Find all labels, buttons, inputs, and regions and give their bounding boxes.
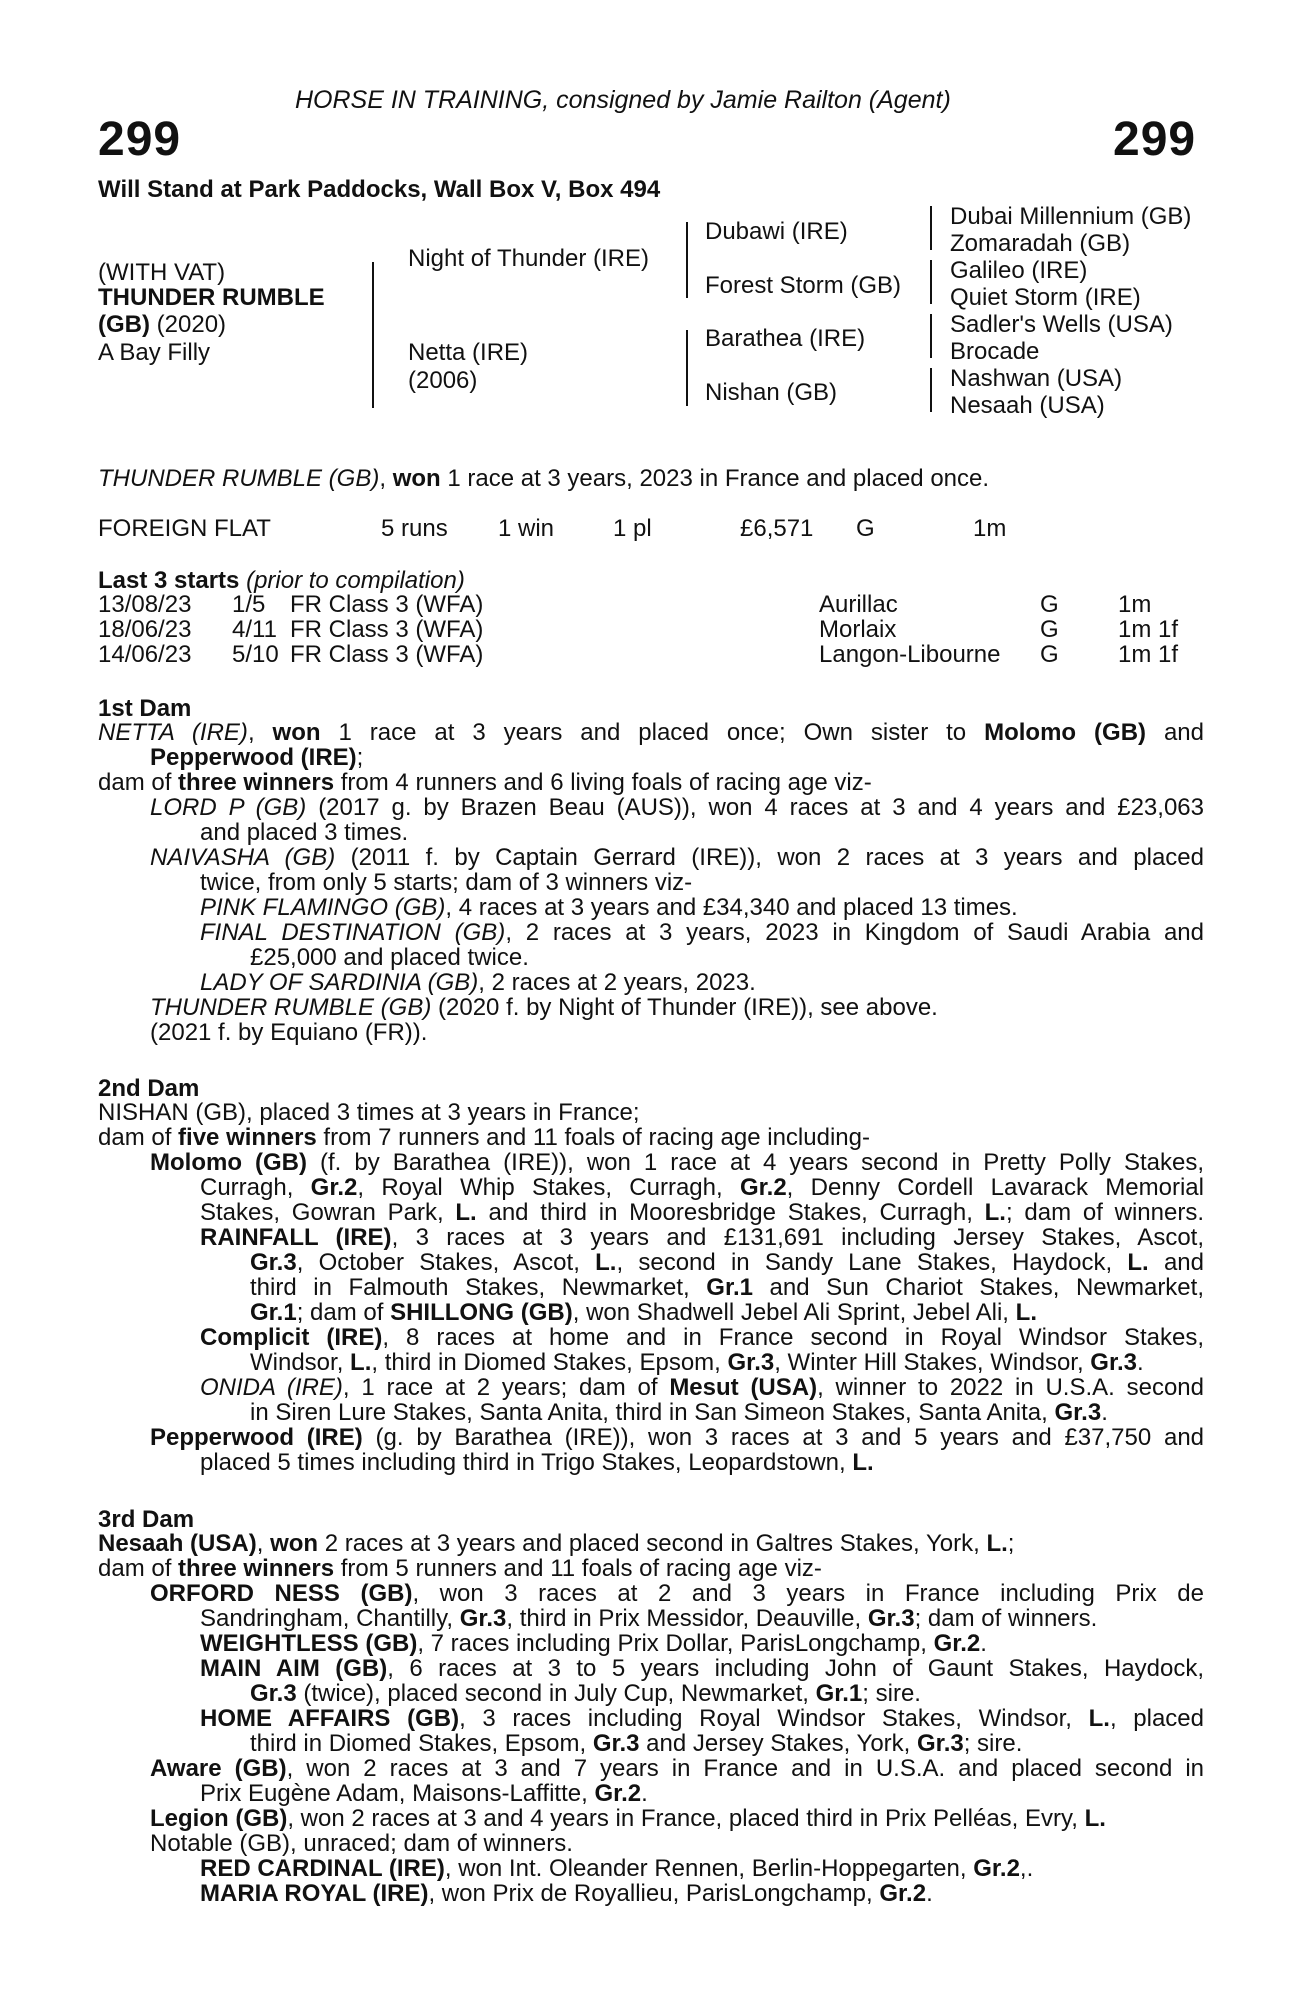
text: . <box>926 1880 933 1907</box>
horse-name: Molomo (GB) <box>150 1149 307 1176</box>
grade: Gr.3 <box>867 1605 915 1632</box>
record-distance: 1m <box>973 515 1007 542</box>
text: , Denny Cordell Lavarack Memorial <box>786 1174 1204 1201</box>
text: ,. <box>1019 1855 1034 1882</box>
text: (2017 g. by Brazen Beau (AUS)), won 4 races at 3 and 4 years and £23,063 <box>306 794 1204 821</box>
text: dam of <box>98 1555 179 1582</box>
first-dam-line-2 <box>150 745 363 770</box>
onida-line-1 <box>200 1375 1204 1400</box>
pedigree-brace-3a <box>930 206 932 250</box>
third-dam-line-2 <box>98 1556 822 1581</box>
text: ; <box>356 744 364 771</box>
start-race: FR Class 3 (WFA) <box>290 591 484 618</box>
horse-name: LADY OF SARDINIA (GB) <box>200 969 479 996</box>
horse-name: PINK FLAMINGO (GB) <box>200 894 446 921</box>
text: , won 3 races at 2 and 3 years in France including Prix de <box>412 1580 1204 1607</box>
rainfall-line-4 <box>250 1300 1037 1325</box>
text: ; sire. <box>963 1730 1023 1757</box>
progeny-pink-flamingo <box>200 895 1018 920</box>
text: . <box>1101 1399 1108 1426</box>
grade: Gr.2 <box>933 1630 981 1657</box>
text: . <box>980 1630 987 1657</box>
grade: L. <box>1088 1705 1110 1732</box>
start-date: 13/08/23 <box>98 591 192 618</box>
rainfall-line-1 <box>200 1225 1204 1250</box>
start-course: Morlaix <box>819 616 897 643</box>
grade: Gr.2 <box>879 1880 927 1907</box>
text: , 8 races at home and in France second in Royal Windsor Stakes, <box>382 1324 1204 1351</box>
start-race: FR Class 3 (WFA) <box>290 641 484 668</box>
text: , won 2 races at 3 and 7 years in France and in U.S.A. and placed second in <box>286 1755 1204 1782</box>
grade: Gr.1 <box>706 1274 753 1301</box>
red-cardinal-line <box>200 1856 1033 1881</box>
second-dam-line-1: NISHAN (GB), placed 3 times at 3 years in France; <box>98 1099 640 1126</box>
text: (f. by Barathea (IRE)), won 1 race at 4 years second in Pretty Polly Stakes, <box>307 1149 1204 1176</box>
gg-sire-3: Sadler's Wells (USA) <box>950 311 1173 338</box>
molomo-line-1 <box>150 1150 1204 1175</box>
record-going: G <box>856 515 875 542</box>
text: third in Diomed Stakes, Epsom, <box>250 1730 593 1757</box>
lot-number-left: 299 <box>98 113 182 166</box>
text: (twice), placed second in July Cup, Newmarket, <box>296 1680 816 1707</box>
start-date: 14/06/23 <box>98 641 192 668</box>
won-label: won <box>270 1530 319 1557</box>
dam-dam: Nishan (GB) <box>705 379 838 406</box>
aware-line-2 <box>200 1781 648 1806</box>
text: Stakes, Gowran Park, <box>200 1199 456 1226</box>
first-dam-line-3 <box>98 770 872 795</box>
record-runs: 5 runs <box>381 515 448 542</box>
grade: Gr.3 <box>1054 1399 1102 1426</box>
grade: L. <box>455 1199 477 1226</box>
text: ; dam of <box>296 1299 391 1326</box>
maria-royal-line <box>200 1881 933 1906</box>
text: Curragh, <box>200 1174 311 1201</box>
text: , 7 races including Prix Dollar, ParisLongchamp, <box>417 1630 934 1657</box>
gg-sire-2: Galileo (IRE) <box>950 257 1088 284</box>
text: . <box>641 1780 648 1807</box>
text: , <box>256 1530 271 1557</box>
grade: L. <box>595 1249 617 1276</box>
record-wins: 1 win <box>498 515 555 542</box>
text: , third in Diomed Stakes, Epsom, <box>371 1349 728 1376</box>
text: ; <box>1007 1530 1015 1557</box>
progeny-naivasha-cont: twice, from only 5 starts; dam of 3 winners viz- <box>200 869 693 896</box>
gg-sire-4: Nashwan (USA) <box>950 365 1123 392</box>
text: , <box>247 719 273 746</box>
last-starts-note: (prior to compilation) <box>246 567 465 594</box>
lot-number-right: 299 <box>1113 113 1197 166</box>
text: Sandringham, Chantilly, <box>200 1605 460 1632</box>
text: , won Shadwell Jebel Ali Sprint, Jebel Ali, <box>572 1299 1016 1326</box>
grade: Gr.3 <box>250 1249 297 1276</box>
start-race: FR Class 3 (WFA) <box>290 616 484 643</box>
text: placed 5 times including third in Trigo Stakes, Leopardstown, <box>200 1449 853 1476</box>
notable-line: Notable (GB), unraced; dam of winners. <box>150 1830 573 1857</box>
horse-name: MAIN AIM (GB) <box>200 1655 388 1682</box>
race-summary: THUNDER RUMBLE (GB), won 1 race at 3 years, 2023 in France and placed once. <box>98 465 990 492</box>
home-affairs-line-1 <box>200 1706 1204 1731</box>
horse-name: SHILLONG (GB) <box>390 1299 573 1326</box>
progeny-lady-of-sardinia <box>200 970 756 995</box>
vat-note: (WITH VAT) <box>98 259 226 286</box>
horse-name: MARIA ROYAL (IRE) <box>200 1880 429 1907</box>
catalogue-heading: HORSE IN TRAINING, consigned by Jamie Railton (Agent) <box>295 86 951 114</box>
sire: Night of Thunder (IRE) <box>408 245 649 272</box>
text: , 1 race at 2 years; dam of <box>342 1374 670 1401</box>
text: dam of <box>98 769 179 796</box>
dam-year: (2006) <box>408 367 478 394</box>
text: . <box>1137 1349 1144 1376</box>
horse-country: (GB) <box>98 311 150 338</box>
text: (g. by Barathea (IRE)), won 3 races at 3 and 5 years and £37,750 and <box>362 1424 1205 1451</box>
text: and <box>1148 1249 1205 1276</box>
text: , won 2 races at 3 and 4 years in France, placed third in Prix Pelléas, Evry, <box>287 1805 1085 1832</box>
gg-sire-1: Dubai Millennium (GB) <box>950 203 1192 230</box>
pedigree-brace-3d <box>930 368 932 412</box>
horse-country-year <box>98 312 226 337</box>
main-aim-line-2 <box>250 1681 921 1706</box>
gg-dam-2: Quiet Storm (IRE) <box>950 284 1141 311</box>
grade: Gr.3 <box>250 1680 297 1707</box>
start-dist: 1m 1f <box>1118 616 1179 643</box>
text: , 2 races at 2 years, 2023. <box>478 969 756 996</box>
horse-name: ONIDA (IRE) <box>200 1374 343 1401</box>
progeny-thunder-rumble <box>150 995 938 1020</box>
pedigree-brace-2b <box>686 330 688 406</box>
second-dam-heading: 2nd Dam <box>98 1075 200 1102</box>
second-dam-line-2 <box>98 1125 870 1150</box>
aware-line-1 <box>150 1756 1204 1781</box>
text: Windsor, <box>250 1349 351 1376</box>
sire-dam: Forest Storm (GB) <box>705 272 902 299</box>
horse-name: Complicit (IRE) <box>200 1324 383 1351</box>
text: and Sun Chariot Stakes, Newmarket, <box>753 1274 1204 1301</box>
horse-name: FINAL DESTINATION (GB) <box>200 919 506 946</box>
horse-name: HOME AFFAIRS (GB) <box>200 1705 460 1732</box>
text: and third in Mooresbridge Stakes, Curragh, <box>476 1199 985 1226</box>
start-going: G <box>1040 616 1059 643</box>
sire-sire: Dubawi (IRE) <box>705 218 848 245</box>
summary-won: won <box>392 465 441 492</box>
text: (2020 f. by Night of Thunder (IRE)), see above. <box>431 994 938 1021</box>
complicit-line-1 <box>200 1325 1204 1350</box>
text: , won Int. Oleander Rennen, Berlin-Hoppegarten, <box>444 1855 974 1882</box>
text: , winner to 2022 in U.S.A. second <box>817 1374 1204 1401</box>
text: from 7 runners and 11 foals of racing age including- <box>316 1124 870 1151</box>
text: 1 race at 3 years and placed once; Own sister to <box>320 719 985 746</box>
molomo-line-2 <box>200 1175 1204 1200</box>
text: , October Stakes, Ascot, <box>296 1249 596 1276</box>
start-course: Aurillac <box>819 591 898 618</box>
horse-name: Nesaah (USA) <box>98 1530 257 1557</box>
grade: L. <box>1084 1805 1106 1832</box>
complicit-line-2 <box>250 1350 1144 1375</box>
last-starts-title: Last 3 starts <box>98 567 240 594</box>
pepperwood-line-2 <box>200 1450 874 1475</box>
text: , placed <box>1109 1705 1205 1732</box>
text: ; dam of winners. <box>1005 1199 1204 1226</box>
horse-year: (2020) <box>149 311 227 338</box>
weightless-line <box>200 1631 987 1656</box>
start-dist: 1m 1f <box>1118 641 1179 668</box>
won-label: won <box>272 719 321 746</box>
winners-count: three winners <box>178 769 335 796</box>
text: , 4 races at 3 years and £34,340 and placed 13 times. <box>445 894 1018 921</box>
grade: Gr.3 <box>459 1605 507 1632</box>
text: and <box>1146 719 1204 746</box>
pedigree-brace-3b <box>930 260 932 304</box>
record-prize: £6,571 <box>740 515 814 542</box>
grade: L. <box>852 1449 874 1476</box>
pedigree-brace-3c <box>930 314 932 358</box>
text: dam of <box>98 1124 179 1151</box>
record-places: 1 pl <box>613 515 652 542</box>
main-aim-line-1 <box>200 1656 1204 1681</box>
first-dam-heading: 1st Dam <box>98 695 192 722</box>
start-pos: 5/10 <box>232 641 279 668</box>
orford-ness-line-1 <box>150 1581 1204 1606</box>
text: ; sire. <box>862 1680 921 1707</box>
start-going: G <box>1040 641 1059 668</box>
text: Prix Eugène Adam, Maisons-Laffitte, <box>200 1780 595 1807</box>
horse-name: Molomo (GB) <box>984 719 1147 746</box>
text: third in Falmouth Stakes, Newmarket, <box>250 1274 707 1301</box>
horse-name: Pepperwood (IRE) <box>150 744 357 771</box>
summary-rest: 1 race at 3 years, 2023 in France and placed once. <box>440 465 990 492</box>
orford-ness-line-2 <box>200 1606 1097 1631</box>
text: in Siren Lure Stakes, Santa Anita, third in San Simeon Stakes, Santa Anita, <box>250 1399 1055 1426</box>
grade: Gr.3 <box>917 1730 964 1757</box>
gg-dam-3: Brocade <box>950 338 1040 365</box>
grade: L. <box>984 1199 1006 1226</box>
horse-name: THUNDER RUMBLE (GB) <box>150 994 432 1021</box>
text: from 4 runners and 6 living foals of racing age viz- <box>334 769 872 796</box>
horse-description: A Bay Filly <box>98 339 211 366</box>
text: , Winter Hill Stakes, Windsor, <box>774 1349 1091 1376</box>
last-starts-heading <box>98 568 465 593</box>
text: , second in Sandy Lane Stakes, Haydock, <box>616 1249 1128 1276</box>
text: , 2 races at 3 years, 2023 in Kingdom of Saudi Arabia and <box>505 919 1204 946</box>
text: from 5 runners and 11 foals of racing age viz- <box>334 1555 822 1582</box>
third-dam-line-1 <box>98 1531 1014 1556</box>
winners-count: three winners <box>178 1555 335 1582</box>
text: , won Prix de Royallieu, ParisLongchamp, <box>428 1880 880 1907</box>
start-going: G <box>1040 591 1059 618</box>
dam: Netta (IRE) <box>408 339 529 366</box>
start-dist: 1m <box>1118 591 1152 618</box>
grade: L. <box>350 1349 372 1376</box>
text: ; dam of winners. <box>914 1605 1098 1632</box>
horse-name: RED CARDINAL (IRE) <box>200 1855 445 1882</box>
home-affairs-line-2 <box>250 1731 1022 1756</box>
rainfall-line-2 <box>250 1250 1204 1275</box>
onida-line-2 <box>250 1400 1108 1425</box>
progeny-final-destination-cont: £25,000 and placed twice. <box>250 944 529 971</box>
pepperwood-line-1 <box>150 1425 1204 1450</box>
progeny-lord-p-cont: and placed 3 times. <box>200 819 409 846</box>
pedigree-brace-1 <box>372 262 374 408</box>
stand-location: Will Stand at Park Paddocks, Wall Box V, Box 494 <box>98 176 661 203</box>
progeny-2021: (2021 f. by Equiano (FR)). <box>150 1019 428 1046</box>
horse-name: Pepperwood (IRE) <box>150 1424 363 1451</box>
progeny-naivasha <box>150 845 1204 870</box>
text: , third in Prix Messidor, Deauville, <box>506 1605 868 1632</box>
progeny-final-destination <box>200 920 1204 945</box>
horse-name: LORD P (GB) <box>150 794 307 821</box>
grade: Gr.2 <box>594 1780 642 1807</box>
text: and Jersey Stakes, York, <box>639 1730 918 1757</box>
molomo-line-3 <box>200 1200 1204 1225</box>
text: , 3 races at 3 years and £131,691 including Jersey Stakes, Ascot, <box>391 1224 1204 1251</box>
start-pos: 4/11 <box>232 616 277 643</box>
progeny-lord-p <box>150 795 1204 820</box>
horse-name: THUNDER RUMBLE <box>98 284 325 311</box>
pedigree-brace-2a <box>686 222 688 298</box>
summary-horse: THUNDER RUMBLE (GB) <box>98 465 380 492</box>
horse-name: Aware (GB) <box>150 1755 287 1782</box>
grade: Gr.3 <box>727 1349 775 1376</box>
first-dam-line-1 <box>98 720 1204 745</box>
legion-line <box>150 1806 1106 1831</box>
grade: Gr.2 <box>739 1174 787 1201</box>
first-dam-name: NETTA (IRE) <box>98 719 248 746</box>
grade: Gr.2 <box>973 1855 1020 1882</box>
grade: Gr.3 <box>1090 1349 1137 1376</box>
horse-name: RAINFALL (IRE) <box>200 1224 392 1251</box>
grade: L. <box>986 1530 1008 1557</box>
grade: Gr.2 <box>310 1174 358 1201</box>
horse-name: WEIGHTLESS (GB) <box>200 1630 418 1657</box>
dam-sire: Barathea (IRE) <box>705 325 866 352</box>
grade: Gr.3 <box>592 1730 640 1757</box>
text: , 6 races at 3 to 5 years including John of Gaunt Stakes, Haydock, <box>387 1655 1205 1682</box>
grade: L. <box>1015 1299 1037 1326</box>
start-pos: 1/5 <box>232 591 266 618</box>
grade: Gr.1 <box>815 1680 863 1707</box>
start-date: 18/06/23 <box>98 616 192 643</box>
horse-name: ORFORD NESS (GB) <box>150 1580 413 1607</box>
winners-count: five winners <box>178 1124 317 1151</box>
gg-dam-1: Zomaradah (GB) <box>950 230 1131 257</box>
text: , 3 races including Royal Windsor Stakes, Windsor, <box>459 1705 1089 1732</box>
gg-dam-4: Nesaah (USA) <box>950 392 1105 419</box>
horse-name: Legion (GB) <box>150 1805 288 1832</box>
start-course: Langon-Libourne <box>819 641 1001 668</box>
text: , Royal Whip Stakes, Curragh, <box>357 1174 740 1201</box>
text: 2 races at 3 years and placed second in Galtres Stakes, York, <box>318 1530 987 1557</box>
grade: L. <box>1127 1249 1149 1276</box>
text: (2011 f. by Captain Gerrard (IRE)), won 2 races at 3 years and placed <box>335 844 1205 871</box>
rainfall-line-3 <box>250 1275 1204 1300</box>
third-dam-heading: 3rd Dam <box>98 1506 195 1533</box>
horse-name: NAIVASHA (GB) <box>150 844 336 871</box>
grade: Gr.1 <box>250 1299 297 1326</box>
horse-name: Mesut (USA) <box>669 1374 818 1401</box>
record-label: FOREIGN FLAT <box>98 515 271 542</box>
